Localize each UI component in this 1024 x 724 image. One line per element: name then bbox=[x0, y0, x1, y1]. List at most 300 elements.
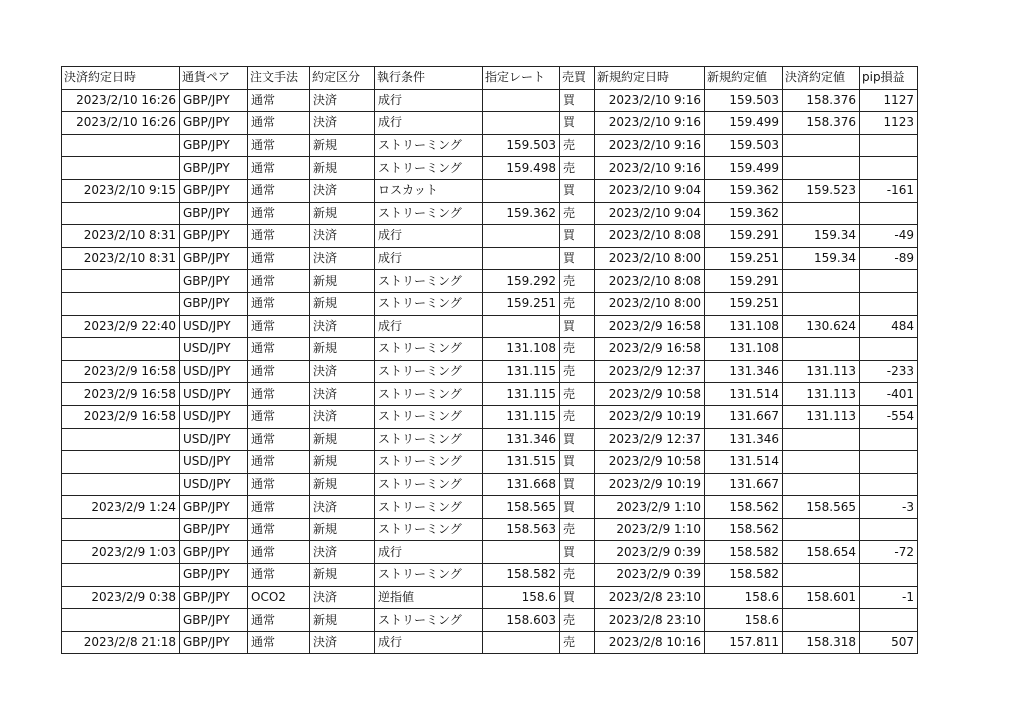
table-row bbox=[62, 541, 918, 564]
cell-order-method: OCO2 bbox=[248, 586, 310, 609]
cell-open-price: 158.6 bbox=[705, 609, 783, 632]
cell-execution-type: 新規 bbox=[310, 518, 375, 541]
cell-execution-type: 決済 bbox=[310, 541, 375, 564]
cell-order-method: 通常 bbox=[248, 405, 310, 428]
cell-currency-pair: GBP/JPY bbox=[180, 134, 248, 157]
cell-open-price: 131.108 bbox=[705, 315, 783, 338]
cell-execution-condition: 成行 bbox=[375, 315, 483, 338]
cell-execution-type: 決済 bbox=[310, 112, 375, 135]
cell-execution-condition: ロスカット bbox=[375, 179, 483, 202]
cell-open-price: 159.291 bbox=[705, 225, 783, 248]
cell-open-price: 159.362 bbox=[705, 202, 783, 225]
cell-open-price: 158.582 bbox=[705, 541, 783, 564]
cell-settle-price: 131.113 bbox=[783, 383, 860, 406]
cell-execution-condition: 成行 bbox=[375, 541, 483, 564]
table-row bbox=[62, 564, 918, 587]
cell-specified-rate: 159.362 bbox=[483, 202, 560, 225]
cell-order-method: 通常 bbox=[248, 112, 310, 135]
cell-order-method: 通常 bbox=[248, 157, 310, 180]
cell-pip-pl: 1127 bbox=[860, 89, 918, 112]
cell-open-datetime: 2023/2/9 16:58 bbox=[595, 338, 705, 361]
cell-open-datetime: 2023/2/10 8:00 bbox=[595, 292, 705, 315]
table-row bbox=[62, 89, 918, 112]
column-header-specified-rate: 指定レート bbox=[483, 67, 560, 90]
cell-settle-datetime bbox=[62, 428, 180, 451]
cell-open-datetime: 2023/2/9 16:58 bbox=[595, 315, 705, 338]
cell-open-datetime: 2023/2/9 1:10 bbox=[595, 496, 705, 519]
cell-open-datetime: 2023/2/8 23:10 bbox=[595, 609, 705, 632]
cell-currency-pair: GBP/JPY bbox=[180, 179, 248, 202]
cell-order-method: 通常 bbox=[248, 383, 310, 406]
cell-currency-pair: GBP/JPY bbox=[180, 496, 248, 519]
cell-settle-price bbox=[783, 292, 860, 315]
cell-specified-rate bbox=[483, 89, 560, 112]
cell-buy-sell: 売 bbox=[560, 202, 595, 225]
column-header-execution-type: 約定区分 bbox=[310, 67, 375, 90]
table-row bbox=[62, 247, 918, 270]
cell-settle-price: 158.654 bbox=[783, 541, 860, 564]
cell-settle-datetime: 2023/2/9 1:24 bbox=[62, 496, 180, 519]
cell-order-method: 通常 bbox=[248, 225, 310, 248]
cell-specified-rate: 159.503 bbox=[483, 134, 560, 157]
cell-settle-datetime bbox=[62, 292, 180, 315]
cell-buy-sell: 売 bbox=[560, 270, 595, 293]
cell-open-price: 131.514 bbox=[705, 383, 783, 406]
cell-open-price: 131.346 bbox=[705, 360, 783, 383]
cell-execution-condition: ストリーミング bbox=[375, 383, 483, 406]
cell-buy-sell: 売 bbox=[560, 383, 595, 406]
table-row bbox=[62, 292, 918, 315]
cell-settle-price bbox=[783, 518, 860, 541]
cell-open-datetime: 2023/2/10 8:08 bbox=[595, 225, 705, 248]
cell-open-datetime: 2023/2/10 9:16 bbox=[595, 134, 705, 157]
cell-execution-type: 決済 bbox=[310, 179, 375, 202]
cell-settle-price: 158.376 bbox=[783, 112, 860, 135]
cell-execution-condition: 成行 bbox=[375, 247, 483, 270]
cell-settle-price bbox=[783, 451, 860, 474]
cell-pip-pl bbox=[860, 473, 918, 496]
cell-order-method: 通常 bbox=[248, 89, 310, 112]
cell-buy-sell: 買 bbox=[560, 315, 595, 338]
cell-pip-pl bbox=[860, 451, 918, 474]
cell-open-price: 159.251 bbox=[705, 292, 783, 315]
cell-execution-type: 決済 bbox=[310, 586, 375, 609]
table-row bbox=[62, 518, 918, 541]
cell-execution-condition: 成行 bbox=[375, 631, 483, 654]
cell-settle-datetime: 2023/2/10 9:15 bbox=[62, 179, 180, 202]
cell-buy-sell: 買 bbox=[560, 225, 595, 248]
cell-currency-pair: GBP/JPY bbox=[180, 89, 248, 112]
cell-settle-datetime: 2023/2/9 1:03 bbox=[62, 541, 180, 564]
table-body bbox=[62, 89, 918, 654]
column-header-pip-pl: pip損益 bbox=[860, 67, 918, 90]
cell-execution-condition: 逆指値 bbox=[375, 586, 483, 609]
cell-settle-price bbox=[783, 428, 860, 451]
cell-buy-sell: 買 bbox=[560, 89, 595, 112]
cell-pip-pl: -554 bbox=[860, 405, 918, 428]
table-row bbox=[62, 631, 918, 654]
cell-open-datetime: 2023/2/9 12:37 bbox=[595, 428, 705, 451]
cell-open-price: 131.346 bbox=[705, 428, 783, 451]
cell-open-datetime: 2023/2/9 1:10 bbox=[595, 518, 705, 541]
cell-settle-datetime bbox=[62, 134, 180, 157]
cell-order-method: 通常 bbox=[248, 202, 310, 225]
cell-open-datetime: 2023/2/9 12:37 bbox=[595, 360, 705, 383]
cell-settle-price: 159.34 bbox=[783, 247, 860, 270]
cell-pip-pl bbox=[860, 134, 918, 157]
trade-history-table bbox=[61, 66, 918, 654]
cell-order-method: 通常 bbox=[248, 247, 310, 270]
cell-execution-condition: ストリーミング bbox=[375, 157, 483, 180]
cell-open-price: 159.291 bbox=[705, 270, 783, 293]
cell-currency-pair: GBP/JPY bbox=[180, 157, 248, 180]
cell-execution-type: 決済 bbox=[310, 225, 375, 248]
cell-currency-pair: USD/JPY bbox=[180, 338, 248, 361]
cell-open-price: 159.362 bbox=[705, 179, 783, 202]
table-row bbox=[62, 202, 918, 225]
cell-open-price: 159.499 bbox=[705, 112, 783, 135]
cell-execution-condition: ストリーミング bbox=[375, 134, 483, 157]
cell-open-datetime: 2023/2/9 10:19 bbox=[595, 473, 705, 496]
cell-open-price: 157.811 bbox=[705, 631, 783, 654]
table-row bbox=[62, 383, 918, 406]
cell-execution-condition: ストリーミング bbox=[375, 428, 483, 451]
cell-execution-type: 新規 bbox=[310, 270, 375, 293]
cell-open-datetime: 2023/2/10 9:16 bbox=[595, 89, 705, 112]
table-row bbox=[62, 157, 918, 180]
cell-execution-condition: ストリーミング bbox=[375, 202, 483, 225]
cell-execution-type: 決済 bbox=[310, 360, 375, 383]
cell-order-method: 通常 bbox=[248, 270, 310, 293]
cell-currency-pair: USD/JPY bbox=[180, 360, 248, 383]
cell-pip-pl bbox=[860, 292, 918, 315]
table-row bbox=[62, 405, 918, 428]
cell-specified-rate bbox=[483, 112, 560, 135]
cell-pip-pl bbox=[860, 202, 918, 225]
table-row bbox=[62, 496, 918, 519]
cell-pip-pl: 507 bbox=[860, 631, 918, 654]
cell-specified-rate: 159.251 bbox=[483, 292, 560, 315]
cell-buy-sell: 売 bbox=[560, 518, 595, 541]
cell-open-datetime: 2023/2/9 10:58 bbox=[595, 451, 705, 474]
cell-order-method: 通常 bbox=[248, 428, 310, 451]
cell-settle-price: 131.113 bbox=[783, 405, 860, 428]
cell-currency-pair: GBP/JPY bbox=[180, 564, 248, 587]
cell-open-price: 158.582 bbox=[705, 564, 783, 587]
cell-settle-price: 158.318 bbox=[783, 631, 860, 654]
cell-open-datetime: 2023/2/10 9:04 bbox=[595, 202, 705, 225]
cell-execution-type: 新規 bbox=[310, 157, 375, 180]
table-row bbox=[62, 134, 918, 157]
column-header-order-method: 注文手法 bbox=[248, 67, 310, 90]
cell-settle-price: 158.565 bbox=[783, 496, 860, 519]
cell-settle-price: 158.601 bbox=[783, 586, 860, 609]
cell-pip-pl: -3 bbox=[860, 496, 918, 519]
cell-settle-price bbox=[783, 609, 860, 632]
cell-buy-sell: 買 bbox=[560, 586, 595, 609]
cell-open-price: 158.6 bbox=[705, 586, 783, 609]
cell-specified-rate: 158.565 bbox=[483, 496, 560, 519]
cell-open-price: 131.667 bbox=[705, 473, 783, 496]
table-row bbox=[62, 473, 918, 496]
column-header-currency-pair: 通貨ペア bbox=[180, 67, 248, 90]
cell-open-price: 158.562 bbox=[705, 518, 783, 541]
cell-settle-datetime bbox=[62, 564, 180, 587]
cell-specified-rate bbox=[483, 541, 560, 564]
cell-buy-sell: 売 bbox=[560, 631, 595, 654]
cell-settle-datetime: 2023/2/8 21:18 bbox=[62, 631, 180, 654]
cell-buy-sell: 買 bbox=[560, 541, 595, 564]
table-row bbox=[62, 609, 918, 632]
cell-execution-type: 決済 bbox=[310, 383, 375, 406]
cell-order-method: 通常 bbox=[248, 473, 310, 496]
cell-specified-rate: 131.515 bbox=[483, 451, 560, 474]
cell-pip-pl bbox=[860, 428, 918, 451]
cell-pip-pl: 484 bbox=[860, 315, 918, 338]
cell-open-price: 131.667 bbox=[705, 405, 783, 428]
cell-pip-pl: -72 bbox=[860, 541, 918, 564]
cell-settle-datetime bbox=[62, 270, 180, 293]
column-header-settle-price: 決済約定値 bbox=[783, 67, 860, 90]
cell-currency-pair: GBP/JPY bbox=[180, 202, 248, 225]
cell-settle-price bbox=[783, 202, 860, 225]
column-header-settle-datetime: 決済約定日時 bbox=[62, 67, 180, 90]
cell-execution-condition: ストリーミング bbox=[375, 609, 483, 632]
cell-buy-sell: 買 bbox=[560, 112, 595, 135]
table-row bbox=[62, 112, 918, 135]
cell-currency-pair: USD/JPY bbox=[180, 473, 248, 496]
cell-settle-datetime bbox=[62, 157, 180, 180]
cell-currency-pair: GBP/JPY bbox=[180, 609, 248, 632]
cell-currency-pair: USD/JPY bbox=[180, 405, 248, 428]
cell-order-method: 通常 bbox=[248, 292, 310, 315]
cell-execution-condition: ストリーミング bbox=[375, 496, 483, 519]
cell-execution-condition: ストリーミング bbox=[375, 292, 483, 315]
cell-open-price: 159.503 bbox=[705, 134, 783, 157]
cell-currency-pair: GBP/JPY bbox=[180, 225, 248, 248]
cell-pip-pl: -401 bbox=[860, 383, 918, 406]
cell-order-method: 通常 bbox=[248, 541, 310, 564]
cell-open-price: 158.562 bbox=[705, 496, 783, 519]
cell-specified-rate bbox=[483, 225, 560, 248]
cell-specified-rate: 131.668 bbox=[483, 473, 560, 496]
cell-currency-pair: GBP/JPY bbox=[180, 292, 248, 315]
cell-settle-price bbox=[783, 157, 860, 180]
cell-settle-datetime bbox=[62, 609, 180, 632]
cell-execution-type: 新規 bbox=[310, 564, 375, 587]
cell-execution-type: 決済 bbox=[310, 315, 375, 338]
table-row bbox=[62, 586, 918, 609]
cell-pip-pl: -49 bbox=[860, 225, 918, 248]
cell-currency-pair: GBP/JPY bbox=[180, 112, 248, 135]
cell-execution-type: 新規 bbox=[310, 202, 375, 225]
cell-execution-type: 新規 bbox=[310, 428, 375, 451]
cell-order-method: 通常 bbox=[248, 134, 310, 157]
cell-settle-datetime bbox=[62, 518, 180, 541]
cell-currency-pair: USD/JPY bbox=[180, 315, 248, 338]
cell-buy-sell: 買 bbox=[560, 428, 595, 451]
cell-settle-datetime: 2023/2/10 16:26 bbox=[62, 89, 180, 112]
cell-currency-pair: GBP/JPY bbox=[180, 518, 248, 541]
cell-specified-rate: 158.6 bbox=[483, 586, 560, 609]
cell-buy-sell: 売 bbox=[560, 134, 595, 157]
cell-settle-datetime: 2023/2/9 0:38 bbox=[62, 586, 180, 609]
cell-execution-condition: ストリーミング bbox=[375, 405, 483, 428]
cell-settle-datetime bbox=[62, 338, 180, 361]
cell-settle-datetime: 2023/2/10 8:31 bbox=[62, 225, 180, 248]
cell-pip-pl: -1 bbox=[860, 586, 918, 609]
table-row bbox=[62, 179, 918, 202]
cell-pip-pl bbox=[860, 157, 918, 180]
cell-settle-price: 158.376 bbox=[783, 89, 860, 112]
cell-buy-sell: 売 bbox=[560, 338, 595, 361]
cell-settle-datetime: 2023/2/9 22:40 bbox=[62, 315, 180, 338]
cell-execution-condition: ストリーミング bbox=[375, 338, 483, 361]
cell-settle-price: 159.523 bbox=[783, 179, 860, 202]
cell-settle-datetime: 2023/2/9 16:58 bbox=[62, 360, 180, 383]
cell-specified-rate: 159.292 bbox=[483, 270, 560, 293]
cell-specified-rate bbox=[483, 247, 560, 270]
cell-buy-sell: 売 bbox=[560, 564, 595, 587]
cell-open-datetime: 2023/2/10 8:08 bbox=[595, 270, 705, 293]
cell-settle-price bbox=[783, 473, 860, 496]
cell-buy-sell: 買 bbox=[560, 247, 595, 270]
cell-pip-pl bbox=[860, 609, 918, 632]
table-row bbox=[62, 451, 918, 474]
table-row bbox=[62, 315, 918, 338]
cell-pip-pl bbox=[860, 518, 918, 541]
cell-specified-rate: 131.108 bbox=[483, 338, 560, 361]
cell-order-method: 通常 bbox=[248, 315, 310, 338]
cell-specified-rate: 158.563 bbox=[483, 518, 560, 541]
table-row bbox=[62, 338, 918, 361]
cell-execution-type: 決済 bbox=[310, 496, 375, 519]
cell-open-datetime: 2023/2/8 10:16 bbox=[595, 631, 705, 654]
cell-execution-type: 新規 bbox=[310, 292, 375, 315]
cell-execution-condition: ストリーミング bbox=[375, 270, 483, 293]
cell-open-price: 159.251 bbox=[705, 247, 783, 270]
cell-settle-datetime: 2023/2/9 16:58 bbox=[62, 405, 180, 428]
table-row bbox=[62, 428, 918, 451]
cell-order-method: 通常 bbox=[248, 451, 310, 474]
cell-specified-rate bbox=[483, 315, 560, 338]
cell-settle-datetime bbox=[62, 473, 180, 496]
cell-execution-type: 決済 bbox=[310, 247, 375, 270]
cell-currency-pair: GBP/JPY bbox=[180, 586, 248, 609]
cell-settle-datetime: 2023/2/9 16:58 bbox=[62, 383, 180, 406]
cell-execution-condition: ストリーミング bbox=[375, 451, 483, 474]
cell-settle-price: 159.34 bbox=[783, 225, 860, 248]
cell-currency-pair: GBP/JPY bbox=[180, 270, 248, 293]
cell-open-datetime: 2023/2/10 9:04 bbox=[595, 179, 705, 202]
cell-open-datetime: 2023/2/10 9:16 bbox=[595, 157, 705, 180]
cell-specified-rate: 159.498 bbox=[483, 157, 560, 180]
cell-settle-datetime bbox=[62, 202, 180, 225]
cell-buy-sell: 買 bbox=[560, 179, 595, 202]
cell-currency-pair: USD/JPY bbox=[180, 383, 248, 406]
cell-execution-condition: ストリーミング bbox=[375, 518, 483, 541]
cell-execution-condition: 成行 bbox=[375, 225, 483, 248]
cell-order-method: 通常 bbox=[248, 338, 310, 361]
cell-order-method: 通常 bbox=[248, 496, 310, 519]
cell-currency-pair: GBP/JPY bbox=[180, 631, 248, 654]
cell-buy-sell: 買 bbox=[560, 473, 595, 496]
table-row bbox=[62, 270, 918, 293]
cell-buy-sell: 買 bbox=[560, 496, 595, 519]
cell-order-method: 通常 bbox=[248, 179, 310, 202]
cell-settle-price bbox=[783, 134, 860, 157]
cell-open-datetime: 2023/2/9 0:39 bbox=[595, 541, 705, 564]
column-header-execution-condition: 執行条件 bbox=[375, 67, 483, 90]
cell-settle-datetime: 2023/2/10 16:26 bbox=[62, 112, 180, 135]
cell-open-price: 131.108 bbox=[705, 338, 783, 361]
cell-execution-condition: ストリーミング bbox=[375, 360, 483, 383]
table-row bbox=[62, 225, 918, 248]
cell-currency-pair: GBP/JPY bbox=[180, 247, 248, 270]
cell-settle-price: 131.113 bbox=[783, 360, 860, 383]
cell-buy-sell: 売 bbox=[560, 360, 595, 383]
cell-open-price: 131.514 bbox=[705, 451, 783, 474]
cell-currency-pair: USD/JPY bbox=[180, 428, 248, 451]
cell-specified-rate: 158.582 bbox=[483, 564, 560, 587]
table-row bbox=[62, 360, 918, 383]
cell-execution-type: 新規 bbox=[310, 609, 375, 632]
cell-open-price: 159.503 bbox=[705, 89, 783, 112]
cell-specified-rate: 131.115 bbox=[483, 405, 560, 428]
cell-order-method: 通常 bbox=[248, 631, 310, 654]
trade-history-sheet bbox=[61, 66, 918, 654]
cell-order-method: 通常 bbox=[248, 564, 310, 587]
cell-execution-condition: 成行 bbox=[375, 89, 483, 112]
cell-open-datetime: 2023/2/10 8:00 bbox=[595, 247, 705, 270]
cell-execution-condition: 成行 bbox=[375, 112, 483, 135]
cell-execution-type: 決済 bbox=[310, 631, 375, 654]
cell-execution-type: 決済 bbox=[310, 405, 375, 428]
cell-buy-sell: 売 bbox=[560, 157, 595, 180]
cell-settle-datetime: 2023/2/10 8:31 bbox=[62, 247, 180, 270]
table-header-row bbox=[62, 67, 918, 90]
column-header-open-price: 新規約定値 bbox=[705, 67, 783, 90]
cell-execution-type: 新規 bbox=[310, 451, 375, 474]
cell-specified-rate: 131.115 bbox=[483, 360, 560, 383]
cell-buy-sell: 買 bbox=[560, 451, 595, 474]
cell-order-method: 通常 bbox=[248, 609, 310, 632]
column-header-open-datetime: 新規約定日時 bbox=[595, 67, 705, 90]
cell-specified-rate bbox=[483, 631, 560, 654]
column-header-buy-sell: 売買 bbox=[560, 67, 595, 90]
cell-buy-sell: 売 bbox=[560, 405, 595, 428]
cell-currency-pair: USD/JPY bbox=[180, 451, 248, 474]
cell-open-datetime: 2023/2/9 10:58 bbox=[595, 383, 705, 406]
cell-pip-pl: -161 bbox=[860, 179, 918, 202]
cell-buy-sell: 売 bbox=[560, 292, 595, 315]
cell-open-datetime: 2023/2/10 9:16 bbox=[595, 112, 705, 135]
cell-execution-condition: ストリーミング bbox=[375, 564, 483, 587]
cell-specified-rate: 131.346 bbox=[483, 428, 560, 451]
cell-specified-rate: 131.115 bbox=[483, 383, 560, 406]
cell-execution-type: 新規 bbox=[310, 134, 375, 157]
cell-buy-sell: 売 bbox=[560, 609, 595, 632]
cell-pip-pl bbox=[860, 270, 918, 293]
cell-specified-rate bbox=[483, 179, 560, 202]
cell-order-method: 通常 bbox=[248, 360, 310, 383]
cell-open-datetime: 2023/2/9 0:39 bbox=[595, 564, 705, 587]
cell-settle-datetime bbox=[62, 451, 180, 474]
cell-pip-pl bbox=[860, 564, 918, 587]
cell-settle-price bbox=[783, 338, 860, 361]
cell-order-method: 通常 bbox=[248, 518, 310, 541]
cell-open-datetime: 2023/2/9 10:19 bbox=[595, 405, 705, 428]
